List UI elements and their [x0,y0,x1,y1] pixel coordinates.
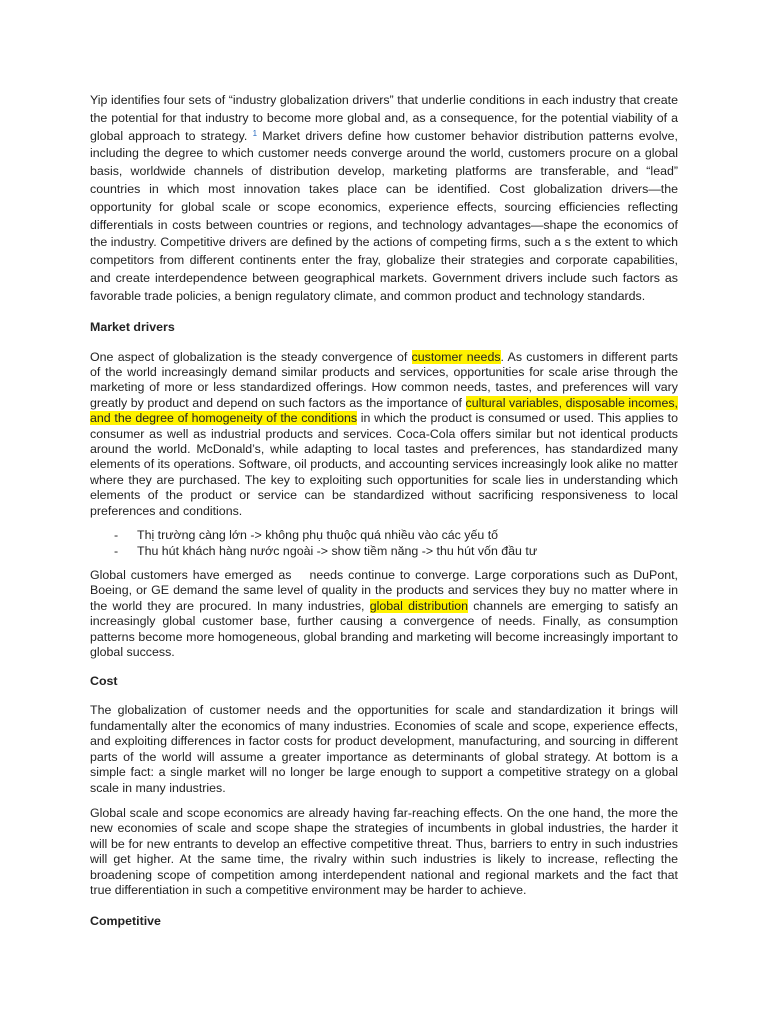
global-text-b: needs continue to converge. Large corporations such as DuPont, Boeing, or GE demand the same level of quality in the products and services they buy no matter where in the world they are procured. In many industries, [90,568,678,613]
note-bullet-list [90,527,678,559]
document-page [90,92,678,944]
market-text-b: . As customers in different parts of the world increasingly demand similar products and services, opportunities for scale arise through the marketing of more or less standardized offerings. How common needs, tastes, and preferences will vary greatly by product and depend on such factors as the importance of [90,349,678,410]
cost-paragraph-2: Global scale and scope economics are already having far-reaching effects. On the one hand, the more the new economies of scale and scope shape the strategies of incumbents in global industries, the harder it will be for new entrants to develop an effective competitive threat. Thus, barriers to entry in such industries will get higher. At the same time, the rivalry within such industries is likely to increase, reflecting the broadening scope of competition among interdependent national and regional markets and the fact that true differentiation in such a competitive environment may be harder to achieve. [90,805,678,897]
list-item [90,527,678,543]
global-customers-paragraph [90,568,678,660]
highlight-cultural-variables: cultural variables, disposable incomes, and the degree of homogeneity of the conditions [90,395,678,426]
intro-text-a: Yip identifies four sets of “industry globalization drivers” that underlie conditions in each industry that create the potential for that industry to become more global and, as a consequence, for the potential viability of a global approach to strategy. [90,93,678,143]
list-item [90,543,678,559]
bullet-dash: - [114,528,119,543]
bullet-text: Thị trường càng lớn -> không phụ thuộc quá nhiều vào các yếu tố [137,528,499,543]
highlight-global-distribution: global distribution [369,598,469,613]
cost-paragraph-1: The globalization of customer needs and the opportunities for scale and standardization it brings will fundamentally alter the economics of many industries. Economies of scale and scope, experience effects, and exploiting differences in factor costs for product development, manufacturing, and sourcing in different parts of the world will assume a greater importance as determinants of global strategy. At bottom is a simple fact: a single market will no longer be large enough to support a competitive strategy on a global scale in many industries. [90,703,678,795]
market-text-c: in which the product is consumed or used. This applies to consumer as well as industrial products and services. Coca-Cola offers similar but not identical products around the world. McDonald’s, while adapting to local tastes and preferences, has standardized many elements of its operations. Software, oil products, and accounting services increasingly look alike no matter where they are purchased. The key to exploiting such opportunities for scale lies in understanding which elements of the product or service can be standardized without sacrificing responsiveness to local preferences and conditions. [90,411,678,518]
intro-text-b: Market drivers define how customer behavior distribution patterns evolve, including the degree to which customer needs converge around the world, customers procure on a global basis, worldwide channels of distribution develop, marketing platforms are transferable, and “lead” countries in which most innovation takes place can be identified. Cost globalization drivers—the opportunity for global scale or scope economics, experience effects, sourcing efficiencies reflecting differentials in costs between countries or regions, and technology advantages—shape the economics of the industry. Competitive drivers are defined by the actions of competing firms, such a s the extent to which competitors from different continents enter the fray, globalize their strategies and corporate capabilities, and create interdependence between geographical markets. Government drivers include such factors as favorable trade policies, a benign regulatory climate, and common product and technology standards. [90,128,679,303]
bullet-text: Thu hút khách hàng nước ngoài -> show tiềm năng -> thu hút vốn đầu tư [137,544,538,559]
highlight-customer-needs: customer needs [411,349,501,364]
bullet-dash: - [114,544,119,559]
heading-market-drivers: Market drivers [90,319,175,334]
global-text-c: channels are emerging to satisfy an increasingly global customer base, further causing a convergence of needs. Finally, as consumption patterns become more homogeneous, global branding and marketing will become increasingly important to global success. [90,598,679,660]
intro-paragraph [90,92,678,306]
heading-cost: Cost [90,674,118,689]
market-text-a: One aspect of globalization is the steady convergence of [90,349,412,364]
global-text-a: Global customers have emerged as [90,568,292,583]
market-drivers-paragraph [90,350,678,519]
heading-competitive: Competitive [90,914,161,929]
footnote-marker[interactable]: 1 [252,128,258,138]
